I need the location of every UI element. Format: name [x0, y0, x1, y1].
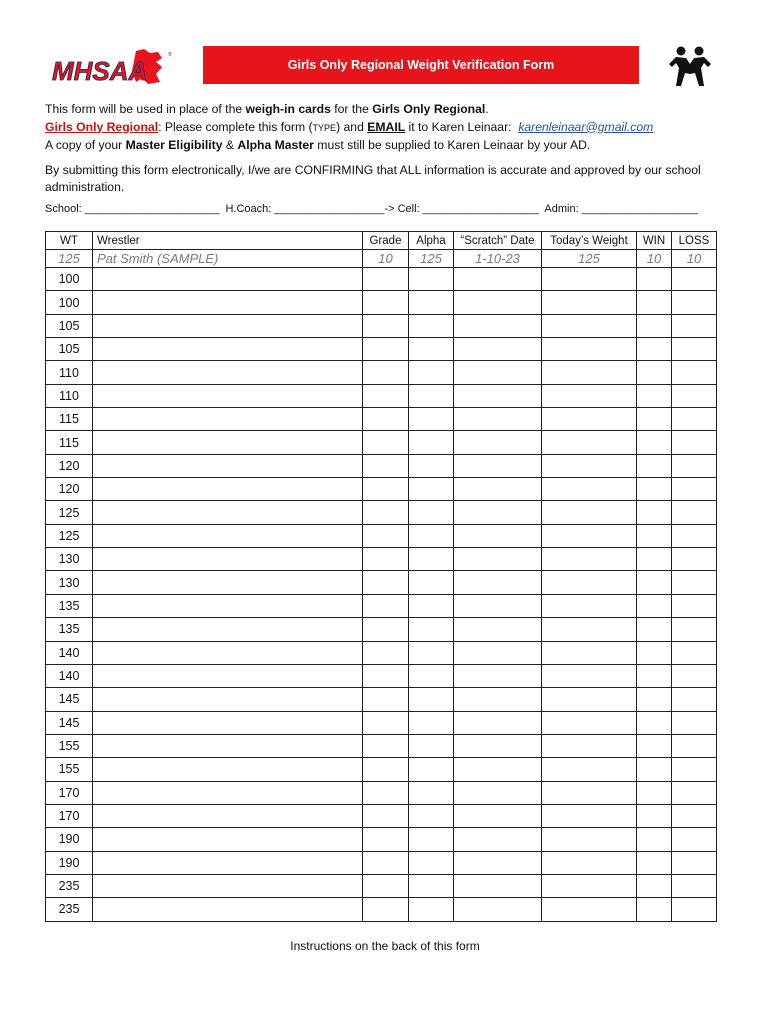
- alpha-cell[interactable]: [409, 501, 454, 524]
- grade-cell[interactable]: [363, 851, 409, 874]
- scratch-date-cell[interactable]: [454, 804, 542, 827]
- alpha-cell[interactable]: [409, 664, 454, 687]
- sample-win: 10: [637, 250, 672, 268]
- todays-weight-cell[interactable]: [542, 408, 637, 431]
- win-cell[interactable]: [637, 711, 672, 734]
- table-row: [46, 524, 717, 547]
- alpha-cell[interactable]: [409, 361, 454, 384]
- todays-weight-cell[interactable]: [542, 454, 637, 477]
- grade-cell[interactable]: [363, 384, 409, 407]
- win-cell[interactable]: [637, 828, 672, 851]
- win-cell[interactable]: [637, 524, 672, 547]
- todays-weight-cell[interactable]: [542, 618, 637, 641]
- weight-class-cell: 115: [46, 431, 93, 454]
- alpha-cell[interactable]: [409, 851, 454, 874]
- wrestler-cell[interactable]: [93, 828, 363, 851]
- loss-cell[interactable]: [672, 851, 717, 874]
- scratch-date-cell[interactable]: [454, 338, 542, 361]
- col-wt: WT: [46, 232, 93, 250]
- grade-cell[interactable]: [363, 338, 409, 361]
- weight-class-cell: 170: [46, 781, 93, 804]
- table-row: [46, 548, 717, 571]
- alpha-cell[interactable]: [409, 828, 454, 851]
- grade-cell[interactable]: [363, 781, 409, 804]
- grade-cell[interactable]: [363, 664, 409, 687]
- alpha-cell[interactable]: [409, 478, 454, 501]
- wrestler-cell[interactable]: [93, 431, 363, 454]
- wrestler-cell[interactable]: [93, 641, 363, 664]
- table-row: [46, 431, 717, 454]
- svg-text:MHSAA: MHSAA: [52, 56, 148, 86]
- weight-class-cell: 170: [46, 804, 93, 827]
- loss-cell[interactable]: [672, 758, 717, 781]
- wrestler-cell[interactable]: [93, 408, 363, 431]
- alpha-cell[interactable]: [409, 431, 454, 454]
- scratch-date-cell[interactable]: [454, 548, 542, 571]
- scratch-date-cell[interactable]: [454, 361, 542, 384]
- scratch-date-cell[interactable]: [454, 384, 542, 407]
- todays-weight-cell[interactable]: [542, 314, 637, 337]
- sample-scratch-date: 1-10-23: [454, 250, 542, 268]
- alpha-cell[interactable]: [409, 338, 454, 361]
- wrestler-cell[interactable]: [93, 524, 363, 547]
- wrestler-cell[interactable]: [93, 291, 363, 314]
- wrestler-cell[interactable]: [93, 711, 363, 734]
- loss-cell[interactable]: [672, 431, 717, 454]
- loss-cell[interactable]: [672, 291, 717, 314]
- table-row: [46, 478, 717, 501]
- scratch-date-cell[interactable]: [454, 688, 542, 711]
- loss-cell[interactable]: [672, 828, 717, 851]
- todays-weight-cell[interactable]: [542, 268, 637, 291]
- win-cell[interactable]: [637, 851, 672, 874]
- confirmation-text: By submitting this form electronically, I/we are CONFIRMING that ALL information is accurate and approved by our school administration.: [45, 162, 701, 194]
- wrestler-cell[interactable]: [93, 338, 363, 361]
- alpha-cell[interactable]: [409, 898, 454, 921]
- col-win: WIN: [637, 232, 672, 250]
- alpha-cell[interactable]: [409, 524, 454, 547]
- weight-class-cell: 105: [46, 338, 93, 361]
- scratch-date-cell[interactable]: [454, 618, 542, 641]
- win-cell[interactable]: [637, 804, 672, 827]
- wrestler-cell[interactable]: [93, 851, 363, 874]
- table-row: [46, 734, 717, 757]
- grade-cell[interactable]: [363, 828, 409, 851]
- table-row: [46, 618, 717, 641]
- scratch-date-cell[interactable]: [454, 664, 542, 687]
- weight-class-cell: 125: [46, 524, 93, 547]
- scratch-date-cell[interactable]: [454, 408, 542, 431]
- form-title: Girls Only Regional Weight Verification Form: [203, 46, 639, 84]
- weight-class-cell: 135: [46, 594, 93, 617]
- loss-cell[interactable]: [672, 874, 717, 897]
- wrestler-cell[interactable]: [93, 758, 363, 781]
- weight-class-cell: 155: [46, 734, 93, 757]
- wrestler-cell[interactable]: [93, 478, 363, 501]
- win-cell[interactable]: [637, 898, 672, 921]
- footer-note: Instructions on the back of this form: [290, 939, 480, 953]
- scratch-date-cell[interactable]: [454, 524, 542, 547]
- weight-class-cell: 100: [46, 268, 93, 291]
- contact-fields[interactable]: School: ______________________ H.Coach: __________________-> Cell: ___________________ Admin: ___________________: [45, 203, 698, 215]
- alpha-cell[interactable]: [409, 758, 454, 781]
- mhsaa-logo: [50, 47, 175, 87]
- wrestler-cell[interactable]: [93, 361, 363, 384]
- alpha-cell[interactable]: [409, 454, 454, 477]
- win-cell[interactable]: [637, 594, 672, 617]
- loss-cell[interactable]: [672, 524, 717, 547]
- todays-weight-cell[interactable]: [542, 851, 637, 874]
- scratch-date-cell[interactable]: [454, 641, 542, 664]
- win-cell[interactable]: [637, 501, 672, 524]
- loss-cell[interactable]: [672, 408, 717, 431]
- col-todays-weight: Today’s Weight: [542, 232, 637, 250]
- todays-weight-cell[interactable]: [542, 478, 637, 501]
- loss-cell[interactable]: [672, 454, 717, 477]
- email-link[interactable]: karenleinaar@gmail.com: [518, 119, 654, 134]
- alpha-cell[interactable]: [409, 268, 454, 291]
- weight-class-cell: 140: [46, 641, 93, 664]
- sample-alpha: 125: [409, 250, 454, 268]
- alpha-cell[interactable]: [409, 594, 454, 617]
- alpha-cell[interactable]: [409, 781, 454, 804]
- wrestler-cell[interactable]: [93, 501, 363, 524]
- scratch-date-cell[interactable]: [454, 874, 542, 897]
- todays-weight-cell[interactable]: [542, 571, 637, 594]
- weight-class-cell: 100: [46, 291, 93, 314]
- todays-weight-cell[interactable]: [542, 641, 637, 664]
- weight-class-cell: 120: [46, 454, 93, 477]
- scratch-date-cell[interactable]: [454, 431, 542, 454]
- weight-class-cell: 235: [46, 898, 93, 921]
- loss-cell[interactable]: [672, 478, 717, 501]
- win-cell[interactable]: [637, 874, 672, 897]
- sample-row: [46, 250, 717, 268]
- grade-cell[interactable]: [363, 314, 409, 337]
- todays-weight-cell[interactable]: [542, 664, 637, 687]
- wrestler-cell[interactable]: [93, 314, 363, 337]
- wrestler-cell[interactable]: [93, 874, 363, 897]
- table-row: [46, 268, 717, 291]
- alpha-cell[interactable]: [409, 548, 454, 571]
- win-cell[interactable]: [637, 548, 672, 571]
- table-row: [46, 594, 717, 617]
- win-cell[interactable]: [637, 641, 672, 664]
- alpha-cell[interactable]: [409, 291, 454, 314]
- table-row: [46, 641, 717, 664]
- win-cell[interactable]: [637, 268, 672, 291]
- scratch-date-cell[interactable]: [454, 851, 542, 874]
- col-alpha: Alpha: [409, 232, 454, 250]
- sample-grade: 10: [363, 250, 409, 268]
- loss-cell[interactable]: [672, 618, 717, 641]
- alpha-cell[interactable]: [409, 641, 454, 664]
- weight-class-cell: 235: [46, 874, 93, 897]
- wrestler-cell[interactable]: [93, 804, 363, 827]
- wrestler-cell[interactable]: [93, 384, 363, 407]
- grade-cell[interactable]: [363, 408, 409, 431]
- table-row: [46, 384, 717, 407]
- alpha-cell[interactable]: [409, 408, 454, 431]
- weight-class-cell: 110: [46, 384, 93, 407]
- scratch-date-cell[interactable]: [454, 478, 542, 501]
- loss-cell[interactable]: [672, 594, 717, 617]
- grade-cell[interactable]: [363, 594, 409, 617]
- todays-weight-cell[interactable]: [542, 734, 637, 757]
- todays-weight-cell[interactable]: [542, 361, 637, 384]
- win-cell[interactable]: [637, 688, 672, 711]
- table-row: [46, 314, 717, 337]
- wrestler-cell[interactable]: [93, 898, 363, 921]
- wrestler-cell[interactable]: [93, 618, 363, 641]
- loss-cell[interactable]: [672, 734, 717, 757]
- win-cell[interactable]: [637, 361, 672, 384]
- grade-cell[interactable]: [363, 548, 409, 571]
- intro-text: [45, 101, 725, 197]
- grade-cell[interactable]: [363, 571, 409, 594]
- loss-cell[interactable]: [672, 384, 717, 407]
- loss-cell[interactable]: [672, 571, 717, 594]
- weight-class-cell: 135: [46, 618, 93, 641]
- scratch-date-cell[interactable]: [454, 571, 542, 594]
- win-cell[interactable]: [637, 478, 672, 501]
- todays-weight-cell[interactable]: [542, 711, 637, 734]
- loss-cell[interactable]: [672, 711, 717, 734]
- scratch-date-cell[interactable]: [454, 898, 542, 921]
- weight-class-cell: 130: [46, 571, 93, 594]
- todays-weight-cell[interactable]: [542, 524, 637, 547]
- grade-cell[interactable]: [363, 618, 409, 641]
- table-row: [46, 338, 717, 361]
- wrestler-cell[interactable]: [93, 594, 363, 617]
- loss-cell[interactable]: [672, 338, 717, 361]
- wrestler-cell[interactable]: [93, 268, 363, 291]
- scratch-date-cell[interactable]: [454, 781, 542, 804]
- todays-weight-cell[interactable]: [542, 338, 637, 361]
- weight-class-cell: 105: [46, 314, 93, 337]
- weight-class-cell: 120: [46, 478, 93, 501]
- loss-cell[interactable]: [672, 314, 717, 337]
- scratch-date-cell[interactable]: [454, 291, 542, 314]
- win-cell[interactable]: [637, 384, 672, 407]
- loss-cell[interactable]: [672, 501, 717, 524]
- weight-class-cell: 115: [46, 408, 93, 431]
- grade-cell[interactable]: [363, 291, 409, 314]
- scratch-date-cell[interactable]: [454, 828, 542, 851]
- col-wrestler: Wrestler: [93, 232, 363, 250]
- win-cell[interactable]: [637, 571, 672, 594]
- loss-cell[interactable]: [672, 781, 717, 804]
- scratch-date-cell[interactable]: [454, 734, 542, 757]
- grade-cell[interactable]: [363, 268, 409, 291]
- win-cell[interactable]: [637, 664, 672, 687]
- sample-wt: 125: [46, 250, 93, 268]
- table-header: [46, 232, 717, 250]
- weight-class-cell: 130: [46, 548, 93, 571]
- loss-cell[interactable]: [672, 664, 717, 687]
- todays-weight-cell[interactable]: [542, 384, 637, 407]
- table-row: [46, 571, 717, 594]
- grade-cell[interactable]: [363, 758, 409, 781]
- wrestler-cell[interactable]: [93, 688, 363, 711]
- grade-cell[interactable]: [363, 898, 409, 921]
- intro-line-2: Girls Only Regional: Please complete this form (TYPE) and EMAIL it to Karen Leinaar: karenleinaar@gmail.com: [45, 119, 654, 134]
- scratch-date-cell[interactable]: [454, 454, 542, 477]
- scratch-date-cell[interactable]: [454, 594, 542, 617]
- todays-weight-cell[interactable]: [542, 898, 637, 921]
- table-row: [46, 501, 717, 524]
- todays-weight-cell[interactable]: [542, 781, 637, 804]
- loss-cell[interactable]: [672, 361, 717, 384]
- table-row: [46, 664, 717, 687]
- table-row: [46, 454, 717, 477]
- alpha-cell[interactable]: [409, 804, 454, 827]
- grade-cell[interactable]: [363, 641, 409, 664]
- intro-line-3: A copy of your Master Eligibility & Alpha Master must still be supplied to Karen Leinaar by your AD.: [45, 138, 591, 152]
- weight-class-cell: 190: [46, 828, 93, 851]
- alpha-cell[interactable]: [409, 734, 454, 757]
- grade-cell[interactable]: [363, 478, 409, 501]
- table-row: [46, 361, 717, 384]
- sample-wrestler: Pat Smith (SAMPLE): [93, 250, 363, 268]
- wrestlers-icon: [664, 44, 716, 88]
- col-grade: Grade: [363, 232, 409, 250]
- loss-cell[interactable]: [672, 548, 717, 571]
- grade-cell[interactable]: [363, 804, 409, 827]
- scratch-date-cell[interactable]: [454, 268, 542, 291]
- wrestler-cell[interactable]: [93, 571, 363, 594]
- sample-loss: 10: [672, 250, 717, 268]
- alpha-cell[interactable]: [409, 711, 454, 734]
- win-cell[interactable]: [637, 291, 672, 314]
- table-row: [46, 851, 717, 874]
- table-row: [46, 408, 717, 431]
- weight-class-cell: 190: [46, 851, 93, 874]
- todays-weight-cell[interactable]: [542, 758, 637, 781]
- alpha-cell[interactable]: [409, 874, 454, 897]
- weight-class-cell: 140: [46, 664, 93, 687]
- win-cell[interactable]: [637, 408, 672, 431]
- alpha-cell[interactable]: [409, 571, 454, 594]
- alpha-cell[interactable]: [409, 314, 454, 337]
- weight-class-cell: 110: [46, 361, 93, 384]
- table-row: [46, 688, 717, 711]
- wrestler-cell[interactable]: [93, 734, 363, 757]
- win-cell[interactable]: [637, 734, 672, 757]
- grade-cell[interactable]: [363, 874, 409, 897]
- scratch-date-cell[interactable]: [454, 758, 542, 781]
- table-row: [46, 758, 717, 781]
- todays-weight-cell[interactable]: [542, 431, 637, 454]
- col-scratch-date: “Scratch” Date: [454, 232, 542, 250]
- table-row: [46, 828, 717, 851]
- todays-weight-cell[interactable]: [542, 501, 637, 524]
- win-cell[interactable]: [637, 314, 672, 337]
- wrestler-cell[interactable]: [93, 454, 363, 477]
- alpha-cell[interactable]: [409, 384, 454, 407]
- loss-cell[interactable]: [672, 688, 717, 711]
- loss-cell[interactable]: [672, 898, 717, 921]
- win-cell[interactable]: [637, 781, 672, 804]
- grade-cell[interactable]: [363, 524, 409, 547]
- wrestler-cell[interactable]: [93, 548, 363, 571]
- loss-cell[interactable]: [672, 641, 717, 664]
- grade-cell[interactable]: [363, 454, 409, 477]
- intro-line-1: This form will be used in place of the weigh-in cards for the Girls Only Regional.: [45, 102, 489, 116]
- alpha-cell[interactable]: [409, 618, 454, 641]
- table-row: [46, 898, 717, 921]
- grade-cell[interactable]: [363, 734, 409, 757]
- scratch-date-cell[interactable]: [454, 314, 542, 337]
- win-cell[interactable]: [637, 454, 672, 477]
- alpha-cell[interactable]: [409, 688, 454, 711]
- scratch-date-cell[interactable]: [454, 711, 542, 734]
- win-cell[interactable]: [637, 758, 672, 781]
- loss-cell[interactable]: [672, 804, 717, 827]
- grade-cell[interactable]: [363, 501, 409, 524]
- wrestler-cell[interactable]: [93, 664, 363, 687]
- win-cell[interactable]: [637, 338, 672, 361]
- table-row: [46, 874, 717, 897]
- loss-cell[interactable]: [672, 268, 717, 291]
- col-loss: LOSS: [672, 232, 717, 250]
- table-row: [46, 711, 717, 734]
- grade-cell[interactable]: [363, 431, 409, 454]
- table-row: [46, 804, 717, 827]
- todays-weight-cell[interactable]: [542, 874, 637, 897]
- win-cell[interactable]: [637, 618, 672, 641]
- weight-class-cell: 145: [46, 711, 93, 734]
- table-row: [46, 291, 717, 314]
- weight-table: [45, 231, 717, 922]
- todays-weight-cell[interactable]: [542, 688, 637, 711]
- grade-cell[interactable]: [363, 711, 409, 734]
- grade-cell[interactable]: [363, 688, 409, 711]
- todays-weight-cell[interactable]: [542, 828, 637, 851]
- weight-class-cell: 155: [46, 758, 93, 781]
- todays-weight-cell[interactable]: [542, 594, 637, 617]
- svg-text:®: ®: [168, 52, 172, 58]
- win-cell[interactable]: [637, 431, 672, 454]
- grade-cell[interactable]: [363, 361, 409, 384]
- wrestler-cell[interactable]: [93, 781, 363, 804]
- todays-weight-cell[interactable]: [542, 548, 637, 571]
- weight-class-cell: 145: [46, 688, 93, 711]
- todays-weight-cell[interactable]: [542, 291, 637, 314]
- sample-todays-weight: 125: [542, 250, 637, 268]
- weight-class-cell: 125: [46, 501, 93, 524]
- table-row: [46, 781, 717, 804]
- scratch-date-cell[interactable]: [454, 501, 542, 524]
- todays-weight-cell[interactable]: [542, 804, 637, 827]
